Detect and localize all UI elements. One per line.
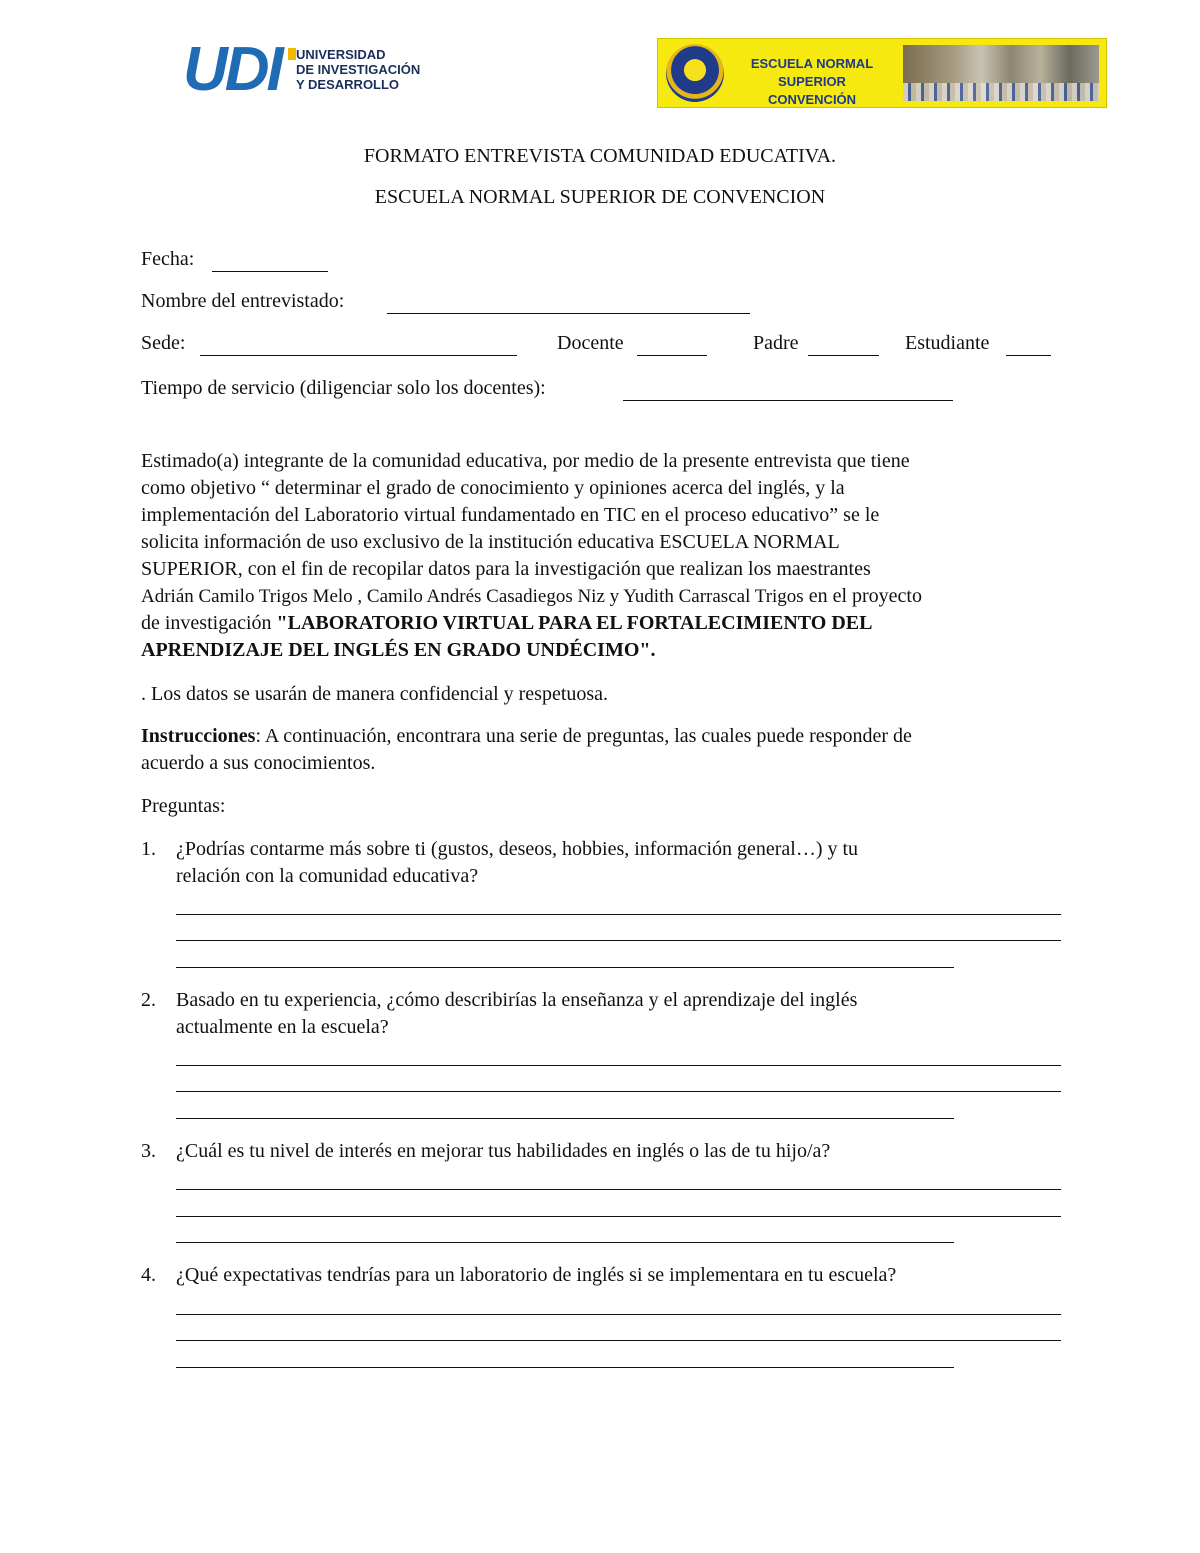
instructions-line: acuerdo a sus conocimientos. xyxy=(141,752,376,774)
question-number: 2. xyxy=(141,989,156,1011)
school-photo xyxy=(903,45,1099,101)
question-text: actualmente en la escuela? xyxy=(176,1016,389,1038)
fecha-field[interactable] xyxy=(212,271,328,272)
project-title: APRENDIZAJE DEL INGLÉS EN GRADO UNDÉCIMO". xyxy=(141,639,656,661)
fecha-label: Fecha: xyxy=(141,248,195,270)
udi-logo-line1: UNIVERSIDAD xyxy=(296,47,386,62)
question-number: 3. xyxy=(141,1140,156,1162)
question-number: 4. xyxy=(141,1264,156,1286)
nombre-field[interactable] xyxy=(387,313,750,314)
nombre-label: Nombre del entrevistado: xyxy=(141,290,345,312)
intro-line: solicita información de uso exclusivo de la institución educativa ESCUELA NORMAL xyxy=(141,531,840,553)
padre-label: Padre xyxy=(753,332,799,354)
question-text: ¿Cuál es tu nivel de interés en mejorar tus habilidades en inglés o las de tu hijo/a? xyxy=(176,1140,831,1162)
answer-line[interactable] xyxy=(176,1340,1061,1341)
udi-logo-line3: Y DESARROLLO xyxy=(296,77,400,92)
sede-label: Sede: xyxy=(141,332,186,354)
intro-line xyxy=(141,583,1071,610)
tiempo-field[interactable] xyxy=(623,400,953,401)
sede-field[interactable] xyxy=(200,355,517,356)
answer-line[interactable] xyxy=(176,1065,1061,1066)
padre-field[interactable] xyxy=(808,355,879,356)
doc-subtitle: ESCUELA NORMAL SUPERIOR DE CONVENCION xyxy=(374,186,826,208)
answer-line[interactable] xyxy=(176,1314,1061,1315)
instructions xyxy=(141,723,1071,777)
udi-logo xyxy=(183,35,443,104)
intro-line xyxy=(141,610,1071,637)
question-text: ¿Podrías contarme más sobre ti (gustos, deseos, hobbies, información general…) y tu xyxy=(176,838,859,860)
udi-logo-letters: UDI xyxy=(183,35,281,104)
authors: Adrián Camilo Trigos Melo , Camilo Andrés Casadiegos Niz y Yudith Carrascal Trigos xyxy=(141,586,804,607)
docente-label: Docente xyxy=(557,332,624,354)
answer-line[interactable] xyxy=(176,1216,1061,1217)
project-title: "LABORATORIO VIRTUAL PARA EL FORTALECIMIENTO DEL xyxy=(276,612,873,634)
tiempo-label: Tiempo de servicio (diligenciar solo los docentes): xyxy=(141,377,546,399)
intro-text: en el proyecto xyxy=(803,585,922,607)
confidential-note: . Los datos se usarán de manera confidencial y respetuosa. xyxy=(141,683,609,705)
answer-line[interactable] xyxy=(176,1091,1061,1092)
answer-line[interactable] xyxy=(176,1242,954,1243)
escuela-seal-icon xyxy=(666,44,724,102)
answer-line[interactable] xyxy=(176,1118,954,1119)
instructions-text: : A continuación, encontrara una serie de preguntas, las cuales puede responder de xyxy=(255,725,912,747)
question-text: relación con la comunidad educativa? xyxy=(176,865,479,887)
intro-text: de investigación xyxy=(141,612,277,634)
answer-line[interactable] xyxy=(176,1367,954,1368)
udi-logo-line2: DE INVESTIGACIÓN xyxy=(296,62,421,77)
preguntas-label: Preguntas: xyxy=(141,795,226,817)
doc-title: FORMATO ENTREVISTA COMUNIDAD EDUCATIVA. xyxy=(363,145,837,167)
question-text: ¿Qué expectativas tendrías para un laboratorio de inglés si se implementara en tu escuela? xyxy=(176,1264,897,1286)
escuela-banner-line1: ESCUELA NORMAL SUPERIOR xyxy=(750,56,874,89)
udi-logo-text xyxy=(296,47,420,92)
answer-line[interactable] xyxy=(176,1189,1061,1190)
question-number: 1. xyxy=(141,838,156,860)
intro-line: implementación del Laboratorio virtual fundamentado en TIC en el proceso educativo” se le xyxy=(141,504,880,526)
estudiante-field[interactable] xyxy=(1006,355,1051,356)
escuela-normal-banner xyxy=(657,38,1107,108)
answer-line[interactable] xyxy=(176,967,954,968)
intro-paragraph xyxy=(141,448,1071,664)
instructions-label: Instrucciones xyxy=(141,725,256,747)
udi-logo-accent xyxy=(288,48,296,60)
question-text: Basado en tu experiencia, ¿cómo describirías la enseñanza y el aprendizaje del inglés xyxy=(176,989,858,1011)
escuela-banner-text xyxy=(726,55,898,109)
estudiante-label: Estudiante xyxy=(905,332,990,354)
intro-line: SUPERIOR, con el fin de recopilar datos para la investigación que realizan los maestrantes xyxy=(141,558,871,580)
answer-line[interactable] xyxy=(176,914,1061,915)
escuela-banner-line2: CONVENCIÓN xyxy=(767,92,857,107)
answer-line[interactable] xyxy=(176,940,1061,941)
intro-line xyxy=(141,637,1071,664)
instructions-line xyxy=(141,723,1071,750)
intro-line: como objetivo “ determinar el grado de conocimiento y opiniones acerca del inglés, y la xyxy=(141,477,845,499)
intro-line: Estimado(a) integrante de la comunidad educativa, por medio de la presente entrevista que tiene xyxy=(141,450,910,472)
docente-field[interactable] xyxy=(637,355,707,356)
